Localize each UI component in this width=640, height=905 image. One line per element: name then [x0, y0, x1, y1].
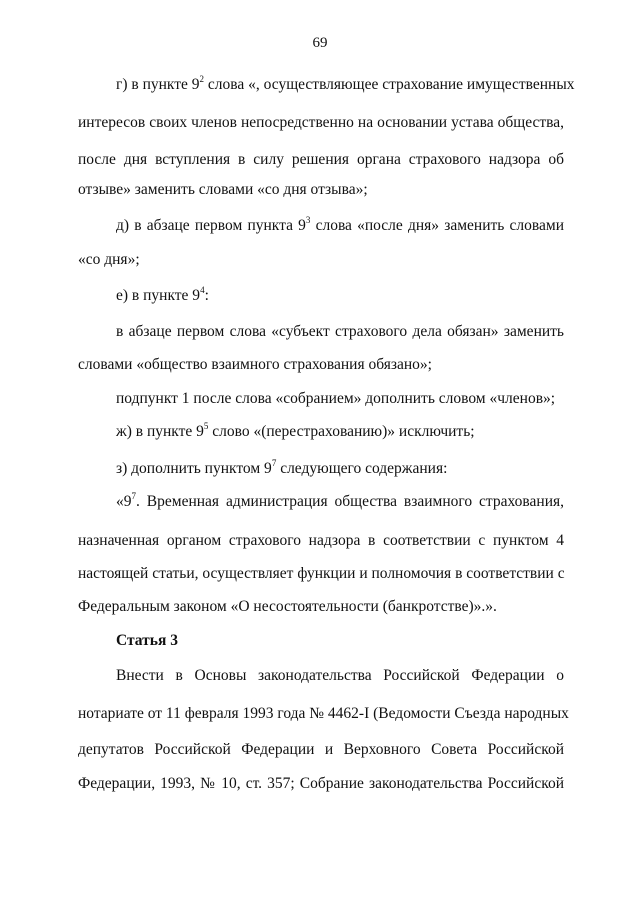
- text-line: настоящей статьи, осуществляет функции и полномочия в соответствии с: [78, 565, 565, 582]
- text-line: з) дополнить пунктом $9^7$ следующего содержания:: [116, 458, 448, 477]
- text-line: Федерации, 1993, № 10, ст. 357; Собрание законодательства Российской: [78, 775, 564, 792]
- text-line: е) в пункте $9^4$:: [116, 285, 209, 304]
- text-line: Федеральным законом «О несостоятельности (банкротстве)».».: [78, 598, 497, 615]
- text-line: в абзаце первом слова «субъект страхового дела обязан» заменить: [116, 323, 564, 340]
- text-line: «со дня»;: [78, 251, 140, 268]
- text-line: интересов своих членов непосредственно на основании устава общества,: [78, 114, 564, 131]
- text-line: ж) в пункте $9^5$ слово «(перестрахованию)» исключить;: [116, 421, 475, 440]
- text-line: «$9^7$. Временная администрация общества взаимного страхования,: [116, 491, 564, 510]
- article-heading: Статья 3: [116, 632, 178, 649]
- text-line: словами «общество взаимного страхования обязано»;: [78, 356, 432, 373]
- text-line: д) в абзаце первом пункта $9^3$ слова «после дня» заменить словами: [116, 215, 564, 234]
- text-line: подпункт 1 после слова «собранием» дополнить словом «членов»;: [116, 390, 556, 407]
- text-line: нотариате от 11 февраля 1993 года № 4462-I (Ведомости Съезда народных: [78, 705, 569, 722]
- text-line: г) в пункте $9^2$ слова «, осуществляющее страхование имущественных: [116, 74, 575, 93]
- text-line: депутатов Российской Федерации и Верховного Совета Российской: [78, 741, 564, 758]
- text-line: назначенная органом страхового надзора в соответствии с пунктом 4: [78, 532, 564, 549]
- page-number: 69: [312, 35, 328, 51]
- text-line: после дня вступления в силу решения органа страхового надзора об: [78, 151, 564, 168]
- text-line: Внести в Основы законодательства Российской Федерации о: [116, 667, 564, 684]
- text-line: отзыве» заменить словами «со дня отзыва»;: [78, 181, 368, 198]
